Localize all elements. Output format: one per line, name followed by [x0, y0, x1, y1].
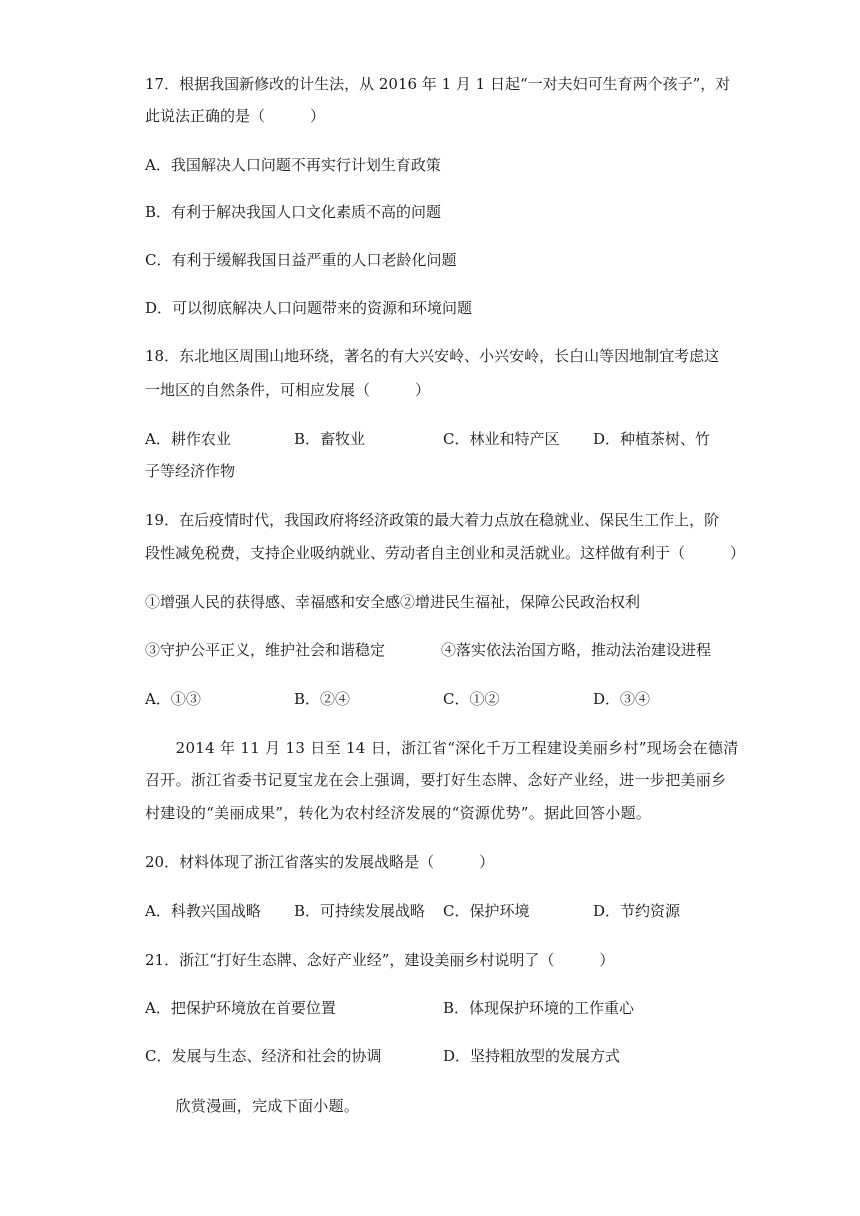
q18-option-b: B．畜牧业	[294, 430, 366, 448]
q18-stem-line2: 一地区的自然条件，可相应发展（ ）	[145, 381, 431, 399]
q17-option-c: C．有利于缓解我国日益严重的人口老龄化问题	[145, 251, 457, 269]
q21-option-b: B．体现保护环境的工作重心	[443, 999, 635, 1017]
q18-option-d: D．种植茶树、竹	[593, 430, 711, 448]
q21-option-c: C．发展与生态、经济和社会的协调	[145, 1047, 382, 1065]
q17-option-a: A．我国解决人口问题不再实行计划生育政策	[145, 156, 441, 174]
q20-stem: 20．材料体现了浙江省落实的发展战略是（ ）	[145, 853, 495, 871]
q19-option-a: A．①③	[145, 690, 201, 708]
q19-option-c: C．①②	[443, 690, 500, 708]
q17-stem-line1: 17．根据我国新修改的计生法，从 2016 年 1 月 1 日起“一对夫妇可生育两个孩子”，对	[145, 75, 731, 93]
q19-stem-line2: 段性减免税费，支持企业吸纳就业、劳动者自主创业和灵活就业。这样做有利于（ ）	[145, 544, 746, 562]
q19-statements-line1: ①增强人民的获得感、幸福感和安全感②增进民生福祉，保障公民政治权利	[145, 593, 641, 611]
passage-line2: 召开。浙江省委书记夏宝龙在会上强调，要打好生态牌、念好产业经，进一步把美丽乡	[145, 771, 727, 789]
q21-option-a: A．把保护环境放在首要位置	[145, 999, 336, 1017]
q20-option-d: D．节约资源	[593, 902, 681, 920]
q19-stem-line1: 19．在后疫情时代，我国政府将经济政策的最大着力点放在稳就业、保民生工作上，阶	[145, 511, 720, 529]
q21-stem: 21．浙江“打好生态牌、念好产业经”，建设美丽乡村说明了（ ）	[145, 951, 615, 969]
q17-option-d: D．可以彻底解决人口问题带来的资源和环境问题	[145, 299, 473, 317]
cartoon-intro: 欣赏漫画，完成下面小题。	[145, 1097, 360, 1115]
q18-option-c: C．林业和特产区	[443, 430, 560, 448]
q18-stem-line1: 18．东北地区周围山地环绕，著名的有大兴安岭、小兴安岭，长白山等因地制宜考虑这	[145, 347, 720, 365]
q19-statement-3: ③守护公平正义，维护社会和谐稳定	[145, 641, 386, 659]
q19-option-b: B．②④	[294, 690, 351, 708]
q17-stem-line2: 此说法正确的是（ ）	[145, 107, 326, 125]
q19-option-d: D．③④	[593, 690, 651, 708]
passage-line1: 2014 年 11 月 13 日至 14 日，浙江省“深化千万工程建设美丽乡村”现场会在德清	[145, 739, 739, 757]
passage-line3: 村建设的“美丽成果”，转化为农村经济发展的“资源优势”。据此回答小题。	[145, 804, 652, 822]
q17-option-b: B．有利于解决我国人口文化素质不高的问题	[145, 203, 442, 221]
q20-option-a: A．科教兴国战略	[145, 902, 261, 920]
q21-option-d: D．坚持粗放型的发展方式	[443, 1047, 621, 1065]
q18-option-a: A．耕作农业	[145, 430, 231, 448]
q19-statement-4: ④落实依法治国方略，推动法治建设进程	[441, 641, 712, 659]
q20-option-b: B．可持续发展战略	[294, 902, 426, 920]
q18-option-d-continued: 子等经济作物	[145, 462, 236, 480]
q20-option-c: C．保护环境	[443, 902, 530, 920]
